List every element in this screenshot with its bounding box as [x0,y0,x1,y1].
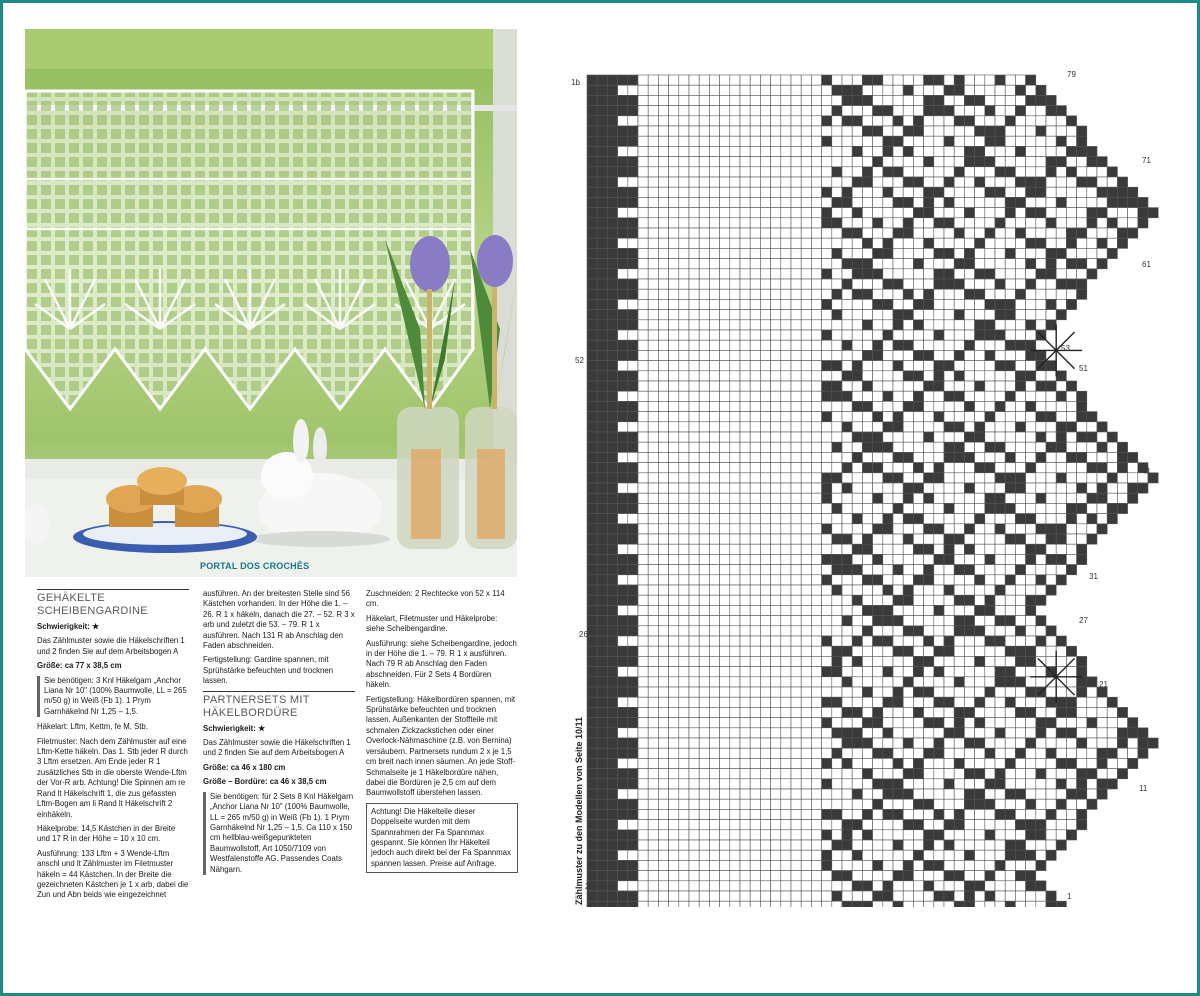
finishing-2: Fertigstellung: Häkelbordüren spannen, mit Sprühstärke befeuchten und trocknen lassen. Außenkanten der Stoffteile mit schmalen Zickzackstichen oder einer Overlock-Nähmaschine (z.B. von Bernina) versäubern. Partnersets rundum 2 x je 1,5 cm breit nach innen säumen. An jede Stoff-Schmalseite je 1 Häkelbordüre nähen, dabei die Bordüren je 2,5 cm auf dem Baumwollstoff überstehen lassen. [366,694,516,798]
row-number-label: 2 [585,882,590,891]
cut: Zuschneiden: 2 Rechtecke von 52 x 114 cm. [366,589,505,609]
size-1: Größe: ca 46 x 180 cm [203,762,286,772]
chart-side-label: Zählmuster zu den Modellen von Seite 10/11 [574,716,584,905]
row-number-label: 51 [1079,364,1088,373]
intro: Das Zählmuster sowie die Häkelschriften 1 und 2 finden Sie auf dem Arbeitsbogen A [37,636,185,656]
watermark: PORTAL DOS CROCHÊS [200,561,310,571]
column-1 [37,589,189,905]
stitch-type: Häkelart: Lftm, Kettm, fe M, Stb. [37,722,148,732]
filet-pattern: Filetmuster: Nach dem Zählmuster auf eine Lftm-Kette häkeln. Das 1. Stb jeder R durch 3 Lftm ersetzen. Am Ende jeder R 1 zusätzliches Stb in die oberste Wende-Lftm der Vor-R arb. Achtung! Die Spinnen am re Rand lt Häkelschrift 1, die zus gefassten Lftm-Bogen am li Rand lt Häkelschrift 2 einhäkeln. [37,736,188,819]
materials: Sie benötigen: 3 Knl Häkelgarn „Anchor Liana Nr 10" (100% Baumwolle, LL = 265 m/50 g) in Weiß (Fb 1). 1 Prym Garnhäkelnd Nr 1,25 – 1,5. [37,676,189,718]
execution: Ausführung: 133 Lftm + 3 Wende-Lftm anschl und lt Zählmuster im Filetmuster häkeln = 44 Kästchen. In der Breite die gezeichneten Kästchen je 1 x arb, dabei die Zun und Abn beids wie eingezeichnet [37,848,189,900]
instructions-text [37,589,527,989]
curtain-photo [25,29,517,577]
row-number-label: 21 [1099,680,1108,689]
row-number-label: 79 [1067,71,1076,79]
row-number-label: 53 [1061,344,1070,353]
row-number-label: 1 [1067,892,1072,901]
filet-chart [567,71,1167,907]
column-3 [366,589,518,877]
finishing: Fertigstellung: Gardine spannen, mit Sprühstärke befeuchten und trocknen lassen. [203,655,334,686]
size-2: Größe – Bordüre: ca 46 x 38,5 cm [203,777,327,787]
row-number-label: 31 [1089,572,1098,581]
row-number-label: 71 [1142,156,1151,165]
column-2 [203,589,355,880]
row-number-label: 26 [579,630,588,639]
row-number-label: 52 [575,356,584,365]
materials-2: Sie benötigen: für 2 Sets 8 Knl Häkelgarn „Anchor Liana Nr 10" (100% Baumwolle, LL = 265 m/50 g) in Weiß (Fb 1). 1 Prym Garnhäkelnd Nr 1,25 – 1,5. Ca 110 x 150 cm hellblau-weißgepunkteten Baumwollstoff, Art 1050/7109 von Westfalenstoffe AG. Passendes Coats Nähgarn. [203,792,355,875]
row-number-label: 41 [1142,467,1151,476]
intro-2: Das Zählmuster sowie die Häkelschriften 1 und 2 finden Sie auf dem Arbeitsbogen A [203,738,351,758]
row-number-label: 61 [1142,260,1151,269]
heading-partnersets: PARTNERSETS MIT HÄKELBORDÜRE [203,691,355,720]
lace-curtain [25,91,473,409]
stitch-gauge: Häkelart, Filetmuster und Häkelprobe: siehe Scheibengardine. [366,613,498,634]
gauge: Häkelprobe: 14,5 Kästchen in der Breite und 17 R in der Höhe = 10 x 10 cm. [37,823,176,844]
filet-chart-grid [567,71,1167,907]
continuation: ausführen. An der breitesten Stelle sind 56 Kästchen vorhanden. In der Höhe die 1. – 26. R 1 x häkeln, danach die 27. – 52. R 3 x arb und zuletzt die 53. – 79. R 1 x ausführen. Nach 131 R ab Anschlag den Faden abschneiden. [203,589,355,651]
chart-start-marker: 1b [571,78,580,87]
difficulty-2: Schwierigkeit: ★ [203,723,266,733]
difficulty: Schwierigkeit: ★ [37,622,100,631]
size: Größe: ca 77 x 38,5 cm [37,661,122,671]
row-number-label: 11 [1139,784,1148,793]
heading-curtain: GEHÄKELTE SCHEIBENGARDINE [37,589,189,618]
spannmax-note: Achtung! Die Häkelteile dieser Doppelseite wurden mit dem Spannrahmen der Fa Spannmax gespannt. Sie können Ihr Häkelteil jedoch auch direkt bei der Fa Spannmax spannen lassen. Preise auf Anfrage. [366,803,518,873]
execution-2: Ausführung: siehe Scheibengardine, jedoch in der Höhe die 1. – 79. R 1 x ausführen. Nach 79 R ab Anschlag den Faden abschneiden. Für 2 Sets 4 Bordüren häkeln. [366,638,517,690]
row-number-label: 27 [1079,616,1088,625]
